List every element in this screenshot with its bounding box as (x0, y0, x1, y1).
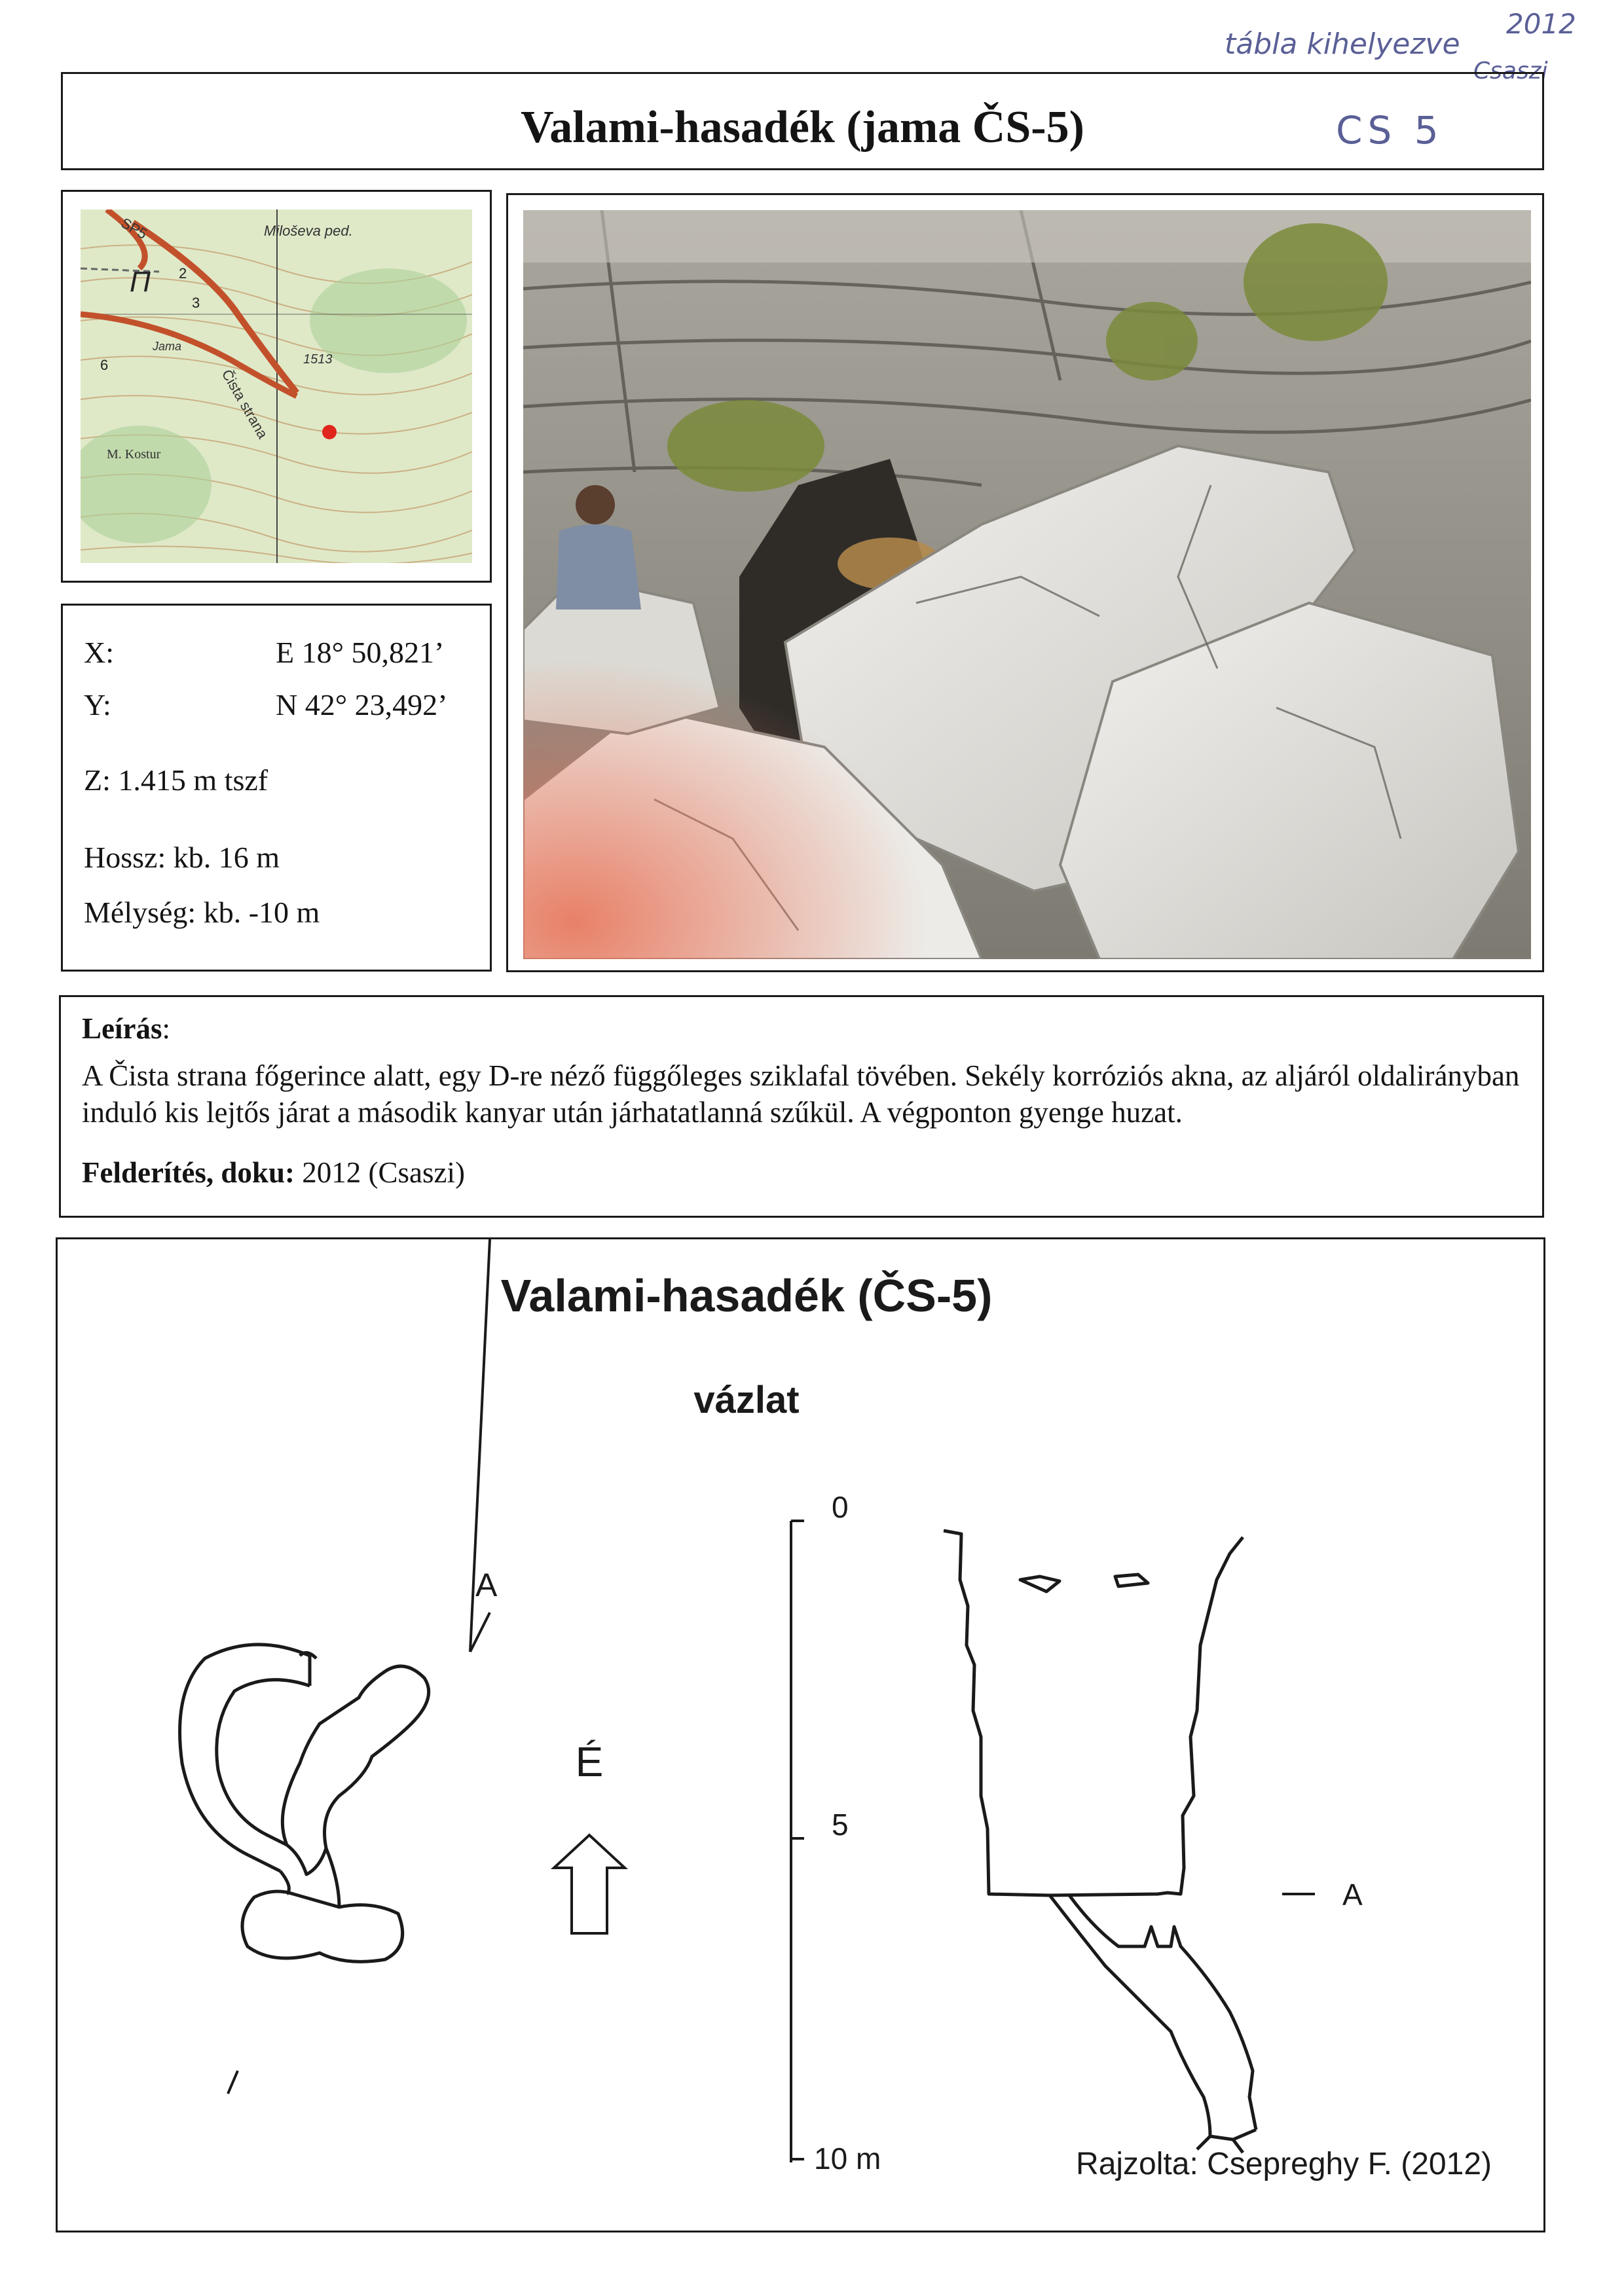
cave-sketch-panel (56, 1237, 1545, 2232)
coordinates-panel (61, 604, 492, 972)
map-label-6: 6 (100, 357, 109, 373)
section-marker-profile: A (1342, 1878, 1363, 1912)
cave-sketch-drawing (58, 1239, 1547, 2234)
handwritten-note: tábla kihelyezve (1225, 27, 1460, 61)
cave-entrance-photo (506, 193, 1544, 972)
description-panel (59, 995, 1544, 1218)
sketch-subtitle: vázlat (693, 1379, 800, 1421)
map-label-elevation: 1513 (303, 352, 333, 367)
credit-label: Felderítés, doku: (82, 1156, 295, 1189)
map-label-kostur: M. Kostur (107, 447, 161, 462)
section-marker-plan: A (475, 1567, 498, 1603)
north-label: É (575, 1738, 604, 1785)
scale-label-10m: 10 m (814, 2141, 881, 2176)
y-value: N 42° 23,492’ (276, 688, 448, 721)
section-line-top-tick (470, 1613, 490, 1652)
description-heading-line (82, 1010, 170, 1047)
description-heading-colon: : (162, 1012, 170, 1045)
description-text: A Čista strana főgerince alatt, egy D-re néző függőleges sziklafal tövében. Sekély korróziós akna, az aljáról oldalirányban induló kis lejtős járat a második kanyar után járhatatlanná szűkül. A végponton gyenge huzat. (82, 1059, 1520, 1129)
sketch-author: Rajzolta: Csepreghy F. (2012) (1076, 2147, 1492, 2181)
depth-scale (791, 1521, 804, 2162)
page-title: Valami-hasadék (jama ČS-5) (521, 102, 1084, 153)
map-label-2: 2 (179, 265, 187, 282)
x-value: E 18° 50,821’ (276, 636, 445, 669)
map-label-cista-strana: Čista strana (218, 367, 272, 442)
scale-label-5: 5 (832, 1808, 849, 1842)
y-label: Y: (84, 688, 111, 721)
cave-code-label: CS 5 (1336, 108, 1444, 153)
map-label-jama: Jama (153, 340, 182, 353)
north-arrow-icon (554, 1835, 625, 1933)
scale-label-0: 0 (832, 1490, 849, 1524)
description-heading: Leírás (82, 1012, 162, 1045)
location-map (61, 190, 492, 583)
length-line: Hossz: kb. 16 m (84, 841, 280, 874)
cave-location-marker (322, 425, 337, 439)
altitude-line: Z: 1.415 m tszf (84, 763, 268, 797)
sketch-title: Valami-hasadék (ČS-5) (500, 1270, 993, 1321)
map-label-miloseva: Miloševa ped. (264, 223, 353, 239)
depth-line: Mélység: kb. -10 m (84, 896, 320, 929)
exploration-credit (82, 1154, 465, 1191)
topographic-map-image (81, 210, 472, 563)
map-label-3: 3 (192, 295, 200, 311)
handwritten-name: Csaszi (1473, 58, 1548, 84)
section-line-bottom-tick (228, 2071, 238, 2094)
section-view (944, 1531, 1256, 2153)
photo-image (523, 210, 1531, 959)
credit-value: 2012 (Csaszi) (302, 1156, 465, 1189)
title-box (61, 72, 1544, 170)
map-label-sp5: SP5 (118, 214, 151, 243)
handwritten-year: 2012 (1506, 8, 1576, 40)
plan-view (180, 1645, 429, 1961)
x-label: X: (84, 636, 114, 669)
map-symbol: Π (130, 266, 151, 298)
